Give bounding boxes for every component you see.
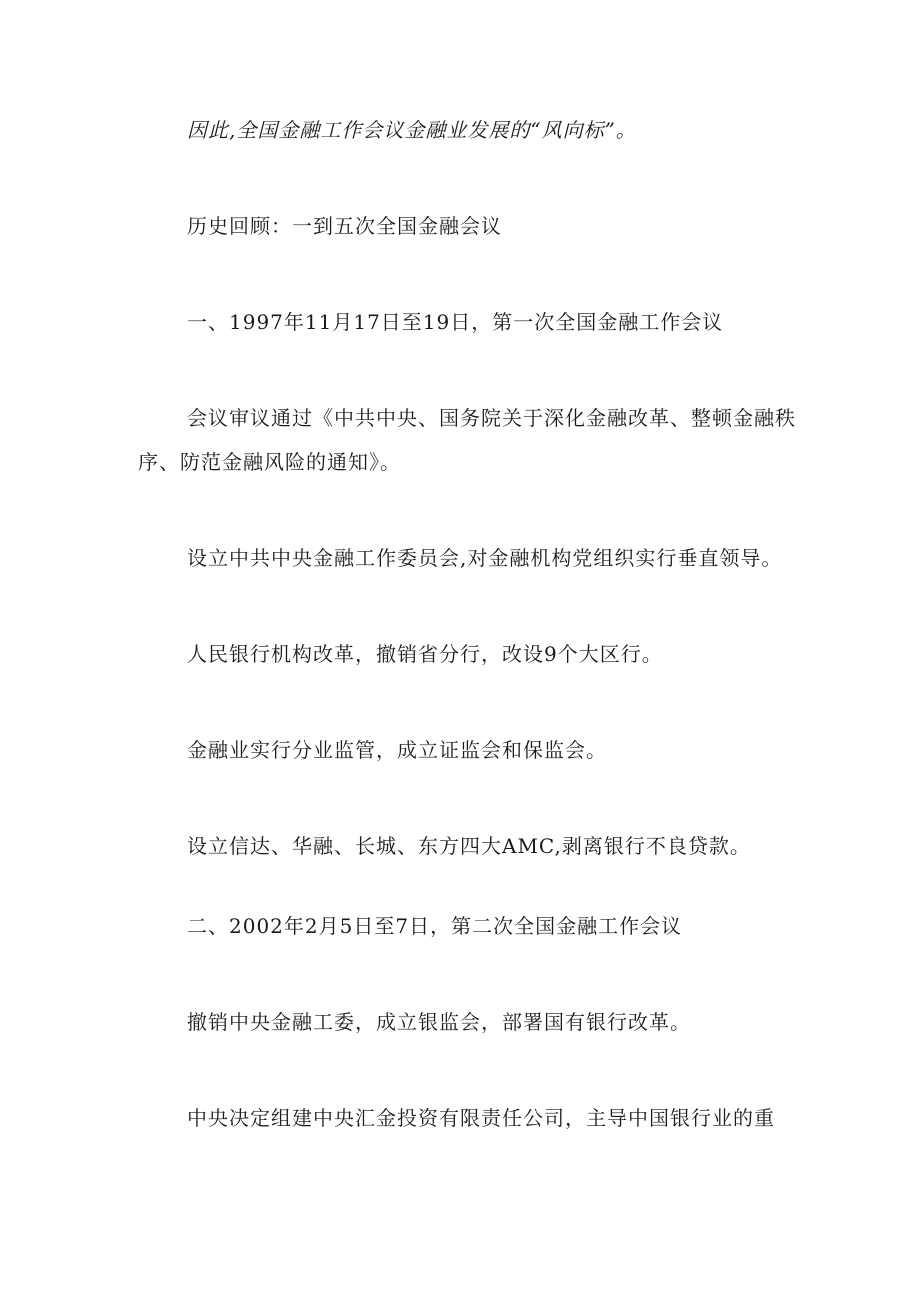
paragraph-first-amc: 设立信达、华融、长城、东方四大AMC,剥离银行不良贷款。 [187,834,751,858]
heading-first-conference: 一、1997年11月17日至19日，第一次全国金融工作会议 [187,310,724,334]
section-heading-history: 历史回顾：一到五次全国金融会议 [187,214,502,238]
paragraph-first-pboc-reform: 人民银行机构改革，撤销省分行，改设9个大区行。 [187,642,663,666]
paragraph-first-notice: 会议审议通过《中共中央、国务院关于深化金融改革、整顿金融秩序、防范金融风险的通知》。 [138,406,796,474]
paragraph-intro: 因此,全国金融工作会议金融业发展的“风向标”。 [187,118,637,142]
paragraph-second-cbrc: 撤销中央金融工委，成立银监会，部署国有银行改革。 [187,1010,691,1034]
paragraph-second-huijin: 中央决定组建中央汇金投资有限责任公司，主导中国银行业的重 [187,1106,775,1130]
heading-second-conference: 二、2002年2月5日至7日，第二次全国金融工作会议 [187,914,683,938]
paragraph-first-committee: 设立中共中央金融工作委员会,对金融机构党组织实行垂直领导。 [187,546,783,570]
paragraph-first-supervision: 金融业实行分业监管，成立证监会和保监会。 [187,738,607,762]
